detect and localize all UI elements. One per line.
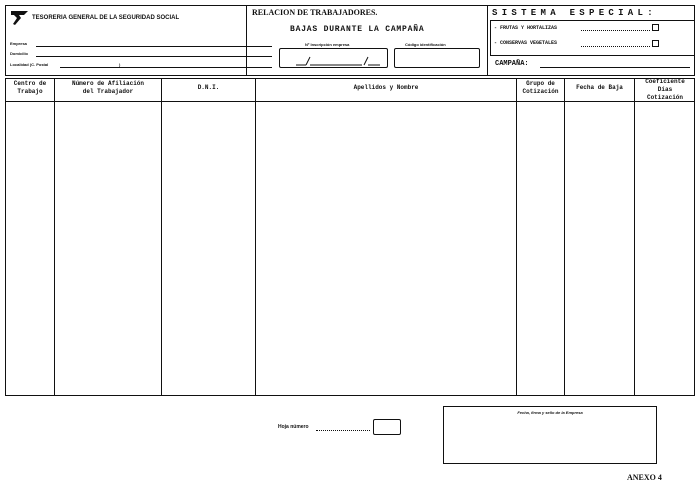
col-divider-1 <box>54 78 55 396</box>
col-header-grupo-cotizacion: Grupo de Cotización <box>522 80 559 95</box>
col-header-centro-trabajo: Centro de Trabajo <box>13 80 47 95</box>
form-subtitle: BAJAS DURANTE LA CAMPAÑA <box>290 25 425 34</box>
sistema-especial-title: SISTEMA ESPECIAL: <box>492 8 657 18</box>
inscripcion-label: Nº Inscripción empresa <box>305 42 350 47</box>
col-divider-4 <box>516 78 517 396</box>
option-conservas-leader <box>581 46 650 47</box>
col-divider-3 <box>255 78 256 396</box>
option-frutas: - FRUTAS Y HORTALIZAS <box>494 25 558 31</box>
firma-sello-label: Fecha, firma y sello de la Empresa <box>517 410 583 415</box>
conservas-checkbox[interactable] <box>652 40 659 47</box>
col-divider-6 <box>634 78 635 396</box>
localidad-label: Localidad (C. Postal <box>10 62 49 67</box>
workers-table <box>5 78 695 396</box>
frutas-checkbox[interactable] <box>652 24 659 31</box>
localidad-field[interactable] <box>60 67 272 68</box>
hoja-numero-label: Hoja número <box>278 424 309 430</box>
hoja-numero-leader <box>316 430 370 431</box>
codigo-identificacion-box[interactable] <box>394 48 480 68</box>
anexo-label: ANEXO 4 <box>627 473 662 482</box>
campana-label: CAMPAÑA: <box>495 60 529 68</box>
codigo-label: Código identificación <box>405 42 446 47</box>
col-divider-2 <box>161 78 162 396</box>
header-divider-right <box>487 5 488 76</box>
form-title: RELACION DE TRABAJADORES. <box>252 8 378 17</box>
hoja-numero-box[interactable] <box>373 419 401 435</box>
domicilio-field[interactable] <box>36 56 272 57</box>
table-header-rule <box>5 101 695 102</box>
option-frutas-leader <box>581 30 650 31</box>
col-header-numero-afiliacion: Número de Afiliación del Trabajador <box>71 80 144 95</box>
campana-field[interactable] <box>540 67 690 68</box>
localidad-close-paren: ) <box>119 62 121 67</box>
col-header-dni: D.N.I. <box>197 84 220 91</box>
domicilio-label: Domicilio <box>10 51 29 56</box>
col-header-coeficiente: Coeficiente Días Cotización <box>645 78 685 101</box>
empresa-label: Empresa <box>10 41 27 46</box>
empresa-field[interactable] <box>36 46 272 47</box>
col-divider-5 <box>564 78 565 396</box>
col-header-fecha-baja: Fecha de Baja <box>576 84 623 91</box>
option-conservas: - CONSERVAS VEGETALES <box>494 40 558 46</box>
org-name: TESORERIA GENERAL DE LA SEGURIDAD SOCIAL <box>32 15 180 21</box>
tgss-logo <box>10 10 30 26</box>
header-divider-left <box>246 5 247 76</box>
inscripcion-slash-1 <box>294 55 354 69</box>
col-header-apellidos-nombre: Apellidos y Nombre <box>353 84 419 91</box>
